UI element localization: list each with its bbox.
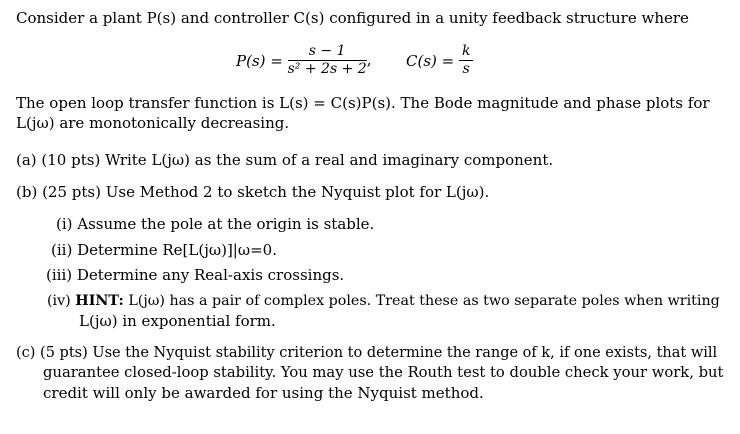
part-b: (b) (25 pts) Use Method 2 to sketch the Nyquist plot for L(jω). [16, 183, 490, 201]
open-loop-line-1: The open loop transfer function is L(s) = C(s)P(s). The Bode magnitude and phase plots for [16, 94, 710, 112]
part-b-ii: (ii) Determine Re[L(jω)]|ω=0. [51, 241, 277, 259]
plant-fraction [288, 43, 367, 78]
part-b-iv-line-2: L(jω) in exponential form. [79, 312, 276, 330]
controller-numerator: k [459, 43, 473, 61]
part-b-iv [47, 291, 720, 311]
plant-trailing-comma: , [366, 50, 372, 69]
controller-lhs: C(s) = [406, 51, 455, 70]
part-b-iii: (iii) Determine any Real-axis crossings. [46, 266, 345, 284]
hint-label: HINT: [75, 293, 124, 309]
part-b-i: (i) Assume the pole at the origin is stable. [56, 215, 375, 233]
plant-denominator: s² + 2s + 2 [287, 61, 367, 77]
plant-equation [236, 43, 371, 78]
controller-equation [406, 43, 473, 78]
part-c-line-1: (c) (5 pts) Use the Nyquist stability criterion to determine the range of k, if one exists, that will [16, 345, 718, 361]
transfer-function-equations [0, 43, 740, 83]
open-loop-line-2: L(jω) are monotonically decreasing. [16, 114, 290, 132]
intro-text: Consider a plant P(s) and controller C(s) configured in a unity feedback structure where [16, 9, 689, 27]
part-c-line-3: credit will only be awarded for using the Nyquist method. [43, 384, 484, 402]
controller-fraction [459, 43, 473, 78]
controller-denominator: s [462, 61, 470, 77]
part-c-line-2: guarantee closed-loop stability. You may use the Routh test to double check your work, but [43, 364, 724, 381]
plant-numerator: s − 1 [288, 43, 367, 61]
part-b-iv-text: L(jω) has a pair of complex poles. Treat these as two separate poles when writing [128, 293, 720, 309]
part-a: (a) (10 pts) Write L(jω) as the sum of a real and imaginary component. [16, 151, 554, 169]
part-b-iv-label: (iv) [47, 293, 71, 309]
plant-lhs: P(s) = [236, 51, 283, 70]
